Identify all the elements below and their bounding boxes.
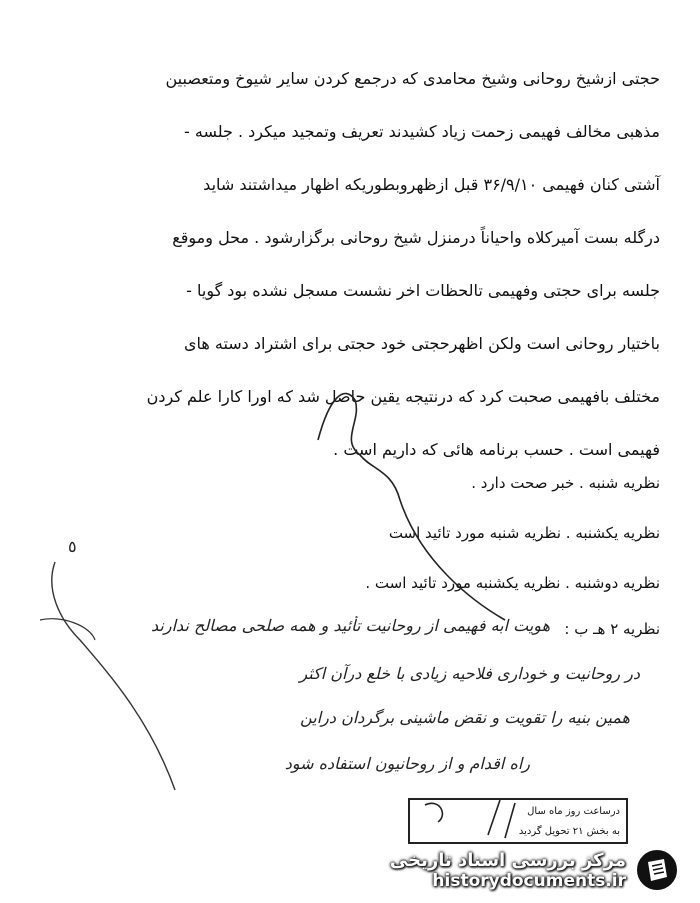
receipt-stamp [408, 798, 628, 844]
body-line-5: جلسه برای حجتی وفهیمی تالحظات اخر نشست مسجل نشده بود گویا - [186, 281, 660, 300]
body-line-2: مذهبی مخالف فهیمی زحمت زیاد کشیدند تعریف وتمجید میکرد . جلسه - [184, 122, 660, 141]
report-body [40, 52, 660, 476]
stamp-line-1: درساعت روز ماه سال [527, 806, 620, 817]
handwritten-line-1: هویت ابه فهیمی از روحانیت تأئید و همه صلحی مصالح ندارند [151, 616, 550, 635]
archive-watermark [390, 847, 680, 893]
stamp-line-2: به بخش ۲۱ تحویل گردید [518, 826, 620, 837]
body-line-6: باختیار روحانی است ولکن اظهرحجتی خود حجتی برای اشتراد دسته های [183, 334, 660, 353]
body-line-7: مختلف بافهیمی صحبت کرد که درنتیجه یقین حاصل شد که اورا کارا علم کردن [146, 387, 660, 406]
opinion-monday: نظریه دوشنبه . نظریه یکشنبه مورد تائید است . [365, 574, 660, 592]
opinion-saturday: نظریه شنبه . خبر صحت دارد . [471, 474, 660, 492]
handwritten-line-4: راه اقدام و از روحانیون استفاده شود [284, 754, 530, 773]
watermark-url: historydocuments.ir [432, 870, 626, 891]
handwritten-line-3: همین بنیه را تقویت و نقض ماشینی برگردان دراین [300, 708, 630, 727]
watermark-title: مرکز بررسی اسناد تاریخی [389, 849, 626, 871]
body-line-3: آشتی کنان فهیمی ۳۶/۹/۱۰ قبل ازظهروبطوریکه اظهار میداشتند شاید [203, 175, 660, 194]
body-line-1: حجتی ازشیخ روحانی وشیخ محامدی که درجمع کردن سایر شیوخ ومتعصبین [165, 69, 660, 88]
body-line-8: فهیمی است . حسب برنامه هائی که داریم است . [333, 440, 660, 459]
margin-number: ٥ [68, 537, 77, 556]
body-line-4: درگله بست آمیرکلاه واحیاناً درمنزل شیخ روحانی برگزارشود . محل وموقع [172, 228, 660, 247]
handwritten-line-2: در روحانیت و خوداری فلاحیه زیادی با خلع درآن اکثر [299, 664, 640, 683]
opinion-2hb: نظریه ۲ هـ ب : [564, 620, 660, 638]
archive-logo-icon [634, 847, 680, 893]
opinion-sunday: نظریه یکشنبه . نظریه شنبه مورد تائید است [388, 524, 660, 542]
